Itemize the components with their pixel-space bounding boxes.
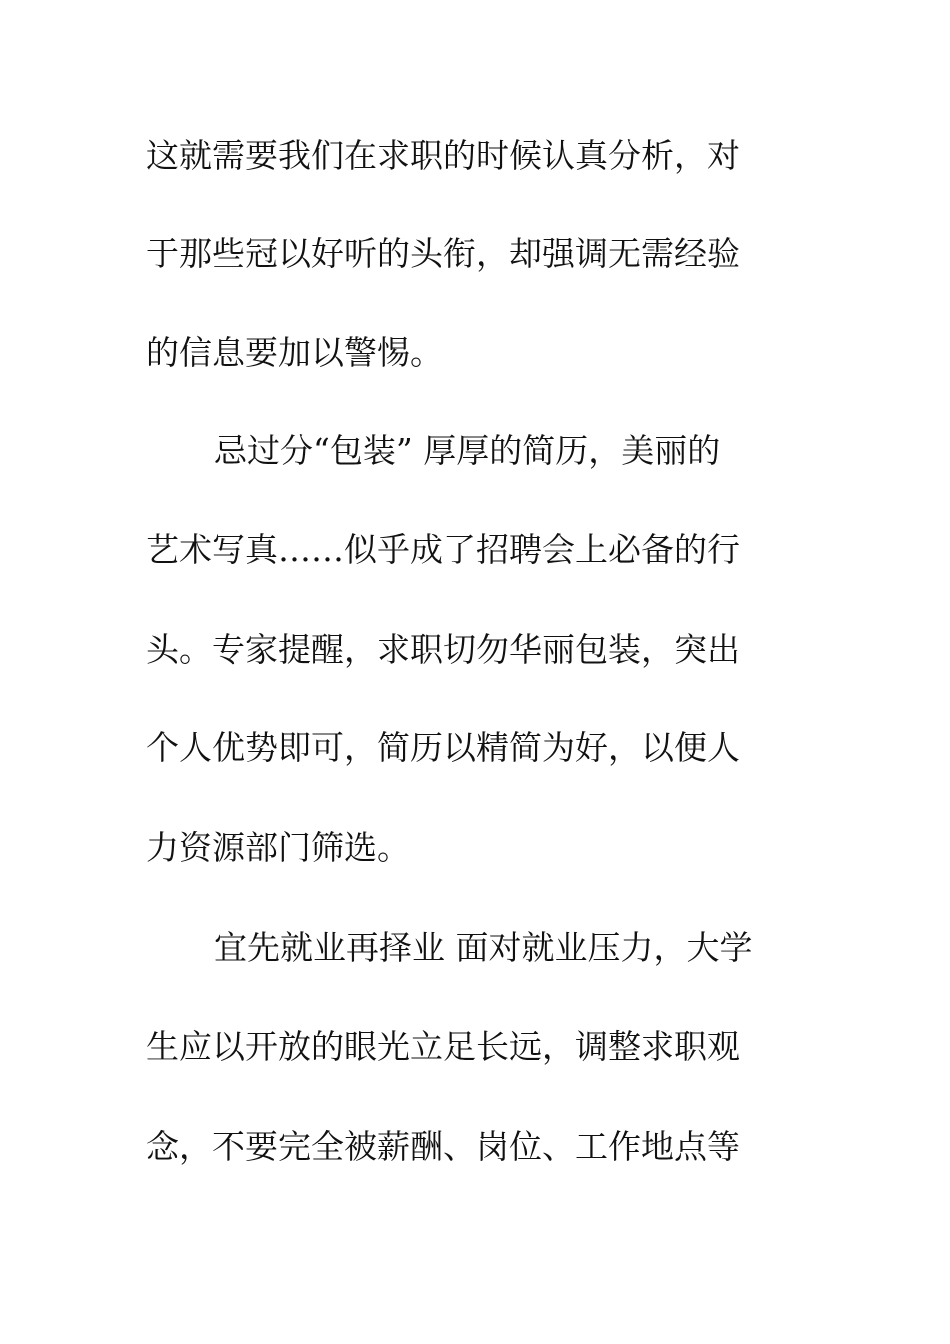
paragraph-3-line-1: 宜先就业再择业 面对就业压力，大学	[214, 928, 753, 967]
paragraph-2-line-5: 力资源部门筛选。	[146, 828, 410, 867]
paragraph-1-line-2: 于那些冠以好听的头衔，却强调无需经验	[146, 234, 740, 273]
paragraph-2-line-3: 头。专家提醒，求职切勿华丽包装，突出	[146, 630, 740, 669]
paragraph-2-line-1: 忌过分“包装” 厚厚的简历，美丽的	[214, 431, 721, 470]
paragraph-2-line-2: 艺术写真……似乎成了招聘会上必备的行	[146, 530, 740, 569]
paragraph-1-line-3: 的信息要加以警惕。	[146, 333, 443, 372]
paragraph-3-line-3: 念，不要完全被薪酬、岗位、工作地点等	[146, 1127, 740, 1166]
paragraph-3-line-2: 生应以开放的眼光立足长远，调整求职观	[146, 1027, 740, 1066]
paragraph-2-line-4: 个人优势即可，简历以精简为好，以便人	[146, 728, 740, 767]
paragraph-1-line-1: 这就需要我们在求职的时候认真分析，对	[146, 136, 740, 175]
